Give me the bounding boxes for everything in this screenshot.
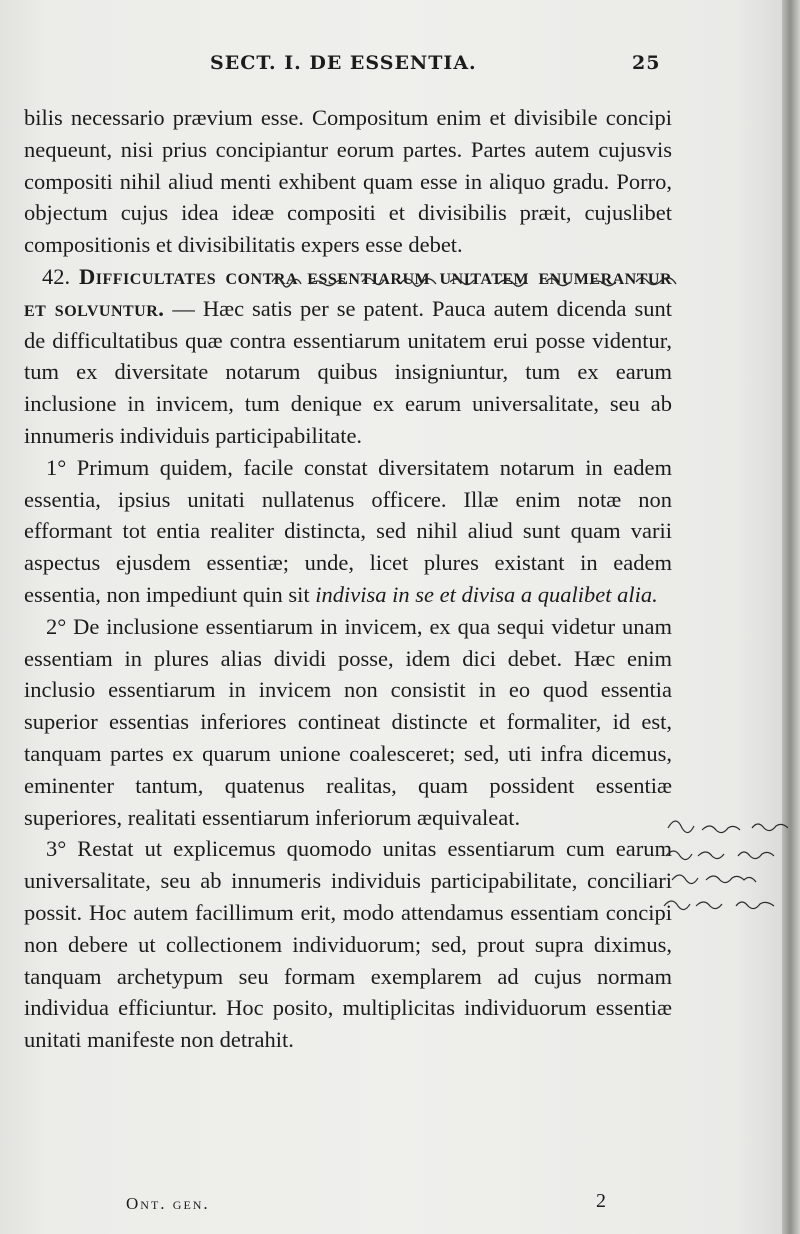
handwritten-margin-note (662, 808, 800, 924)
paragraph-5-text: 3° Restat ut explicemus quomodo unitas essentiarum cum earum universalitate, seu ab innumeris individuis participabilitate, conciliari possit. Hoc autem facillimum erit, modo attendamus essentiam concipi non debere ut collectionem individuorum; sed, prout supra diximus, tanquam archetypum seu formam exemplarem ad cujus normam individua efficiuntur. Hoc posito, multiplicitas individuorum essentiæ unitati manifeste non detrahit. (24, 836, 672, 1053)
paragraph-3 (24, 452, 672, 611)
body-text (24, 102, 672, 1056)
signature-number: 2 (596, 1190, 608, 1212)
paragraph-4-text: 2° De inclusione essentiarum in invicem, ex qua sequi videtur unam essentiam in plures alias dividi posse, idem dici debet. Hæc enim inclusio essentiarum in invicem non consistit in eo quod essentia superior essentias inferiores contineat distincte et formaliter, id est, tanquam partes ex quarum unione coalesceret; sed, uti infra dicemus, eminenter tantum, quatenus realitas, quam possident essentiæ superiores, realitati essentiarum inferiorum æquivaleat. (24, 613, 672, 830)
page-footer (0, 1190, 800, 1224)
running-title: SECT. I. DE ESSENTIA. (210, 52, 477, 74)
paragraph-2-text: — Hæc satis per se patent. Pauca autem dicenda sunt de difficultatibus quæ contra essentiarum unitatem erui posse videntur, tum ex diversitate notarum quibus insigniuntur, tum ex earum inclusione in invicem, tum denique ex earum universalitate, seu ab innumeris individuis participabilitate. (24, 295, 672, 448)
handwritten-annotation-line (270, 268, 710, 292)
section-number: 42. (42, 263, 71, 289)
paragraph-4 (24, 611, 672, 834)
signature-mark: Ont. gen. (126, 1194, 210, 1213)
paragraph-3-text: 1° Primum quidem, facile constat diversitatem notarum in eadem essentia, ipsius unitati nullatenus officere. Illæ enim notæ non efformant tot entia realiter distincta, sed nihil aliud sunt quam varii aspectus ejusdem essentiæ; unde, licet plures existant in eadem essentia, non impediunt quin sit (24, 454, 672, 607)
paragraph-3-italic: indivisa in se et divisa a qualibet alia. (315, 581, 658, 607)
running-header (0, 52, 800, 82)
page-edge-shadow (782, 0, 800, 1234)
section-heading: Difficultates contra essentiarum unitatem enumerantur et solvuntur. (24, 263, 673, 321)
paragraph-1 (24, 102, 672, 261)
paragraph-1-text: bilis necessario prævium esse. Compositum enim et divisibile concipi nequeunt, nisi prius concipiantur eorum partes. Partes autem cujusvis compositi nihil aliud menti exhibent quam esse in aliquo gradu. Porro, objectum cujus idea ideæ compositi et divisibilis præit, cujuslibet compositionis et divisibilitatis expers esse debet. (24, 105, 672, 258)
paragraph-5 (24, 833, 672, 1056)
page-number: 25 (632, 52, 661, 74)
